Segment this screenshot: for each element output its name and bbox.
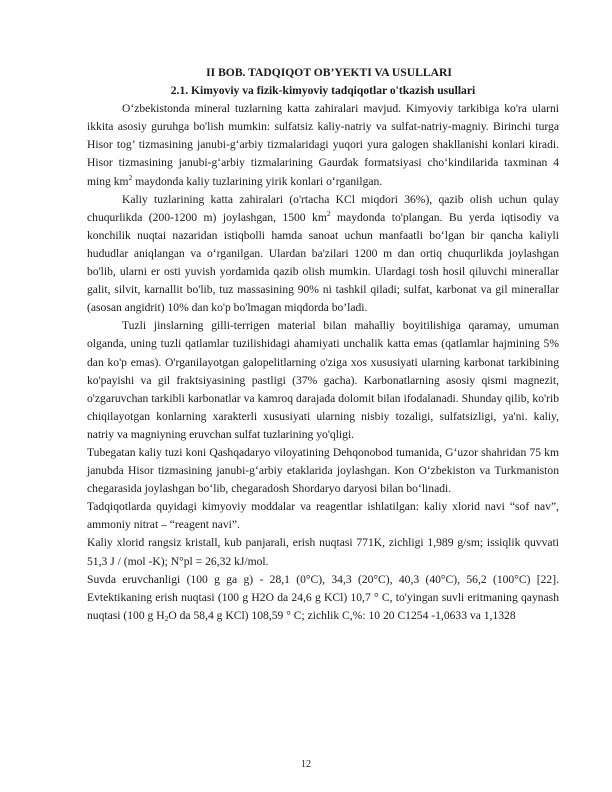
page-content [87,64,559,625]
paragraph-2-text-a: Kaliy tuzlarining katta zahiralari (o'rtacha KCl miqdori 36%), qazib olish uchun qulay chuqurlikda (200-1200 m) joylashgan, 1500 km [87,192,559,224]
chapter-heading: II BOB. TADQIQOT OB’YEKTI VA USULLARI [206,66,452,79]
page-number: 12 [301,759,311,770]
paragraph-6: Kaliy xlorid rangsiz kristall, kub panjarali, erish nuqtasi 771K, zichligi 1,989 g/sm; issiqlik quvvati 51,3 J / (mol -K); N°pl = 26,32 kJ/mol. [87,536,559,568]
paragraph-1-superscript: 2 [128,172,133,182]
paragraph-4: Tubegatan kaliy tuzi koni Qashqadaryo viloyatining Dehqonobod tumanida, G‘uzor shahridan 75 km janubda Hisor tizmasining janubi-g‘arbiy etaklarida joylashgan. Kon O‘zbekiston va Turkmaniston chegarasida joylashgan bo‘lib, chegaradosh Shordaryo daryosi bilan bo‘linadi. [87,445,559,496]
paragraph-1-text-a: O‘zbekistonda mineral tuzlarning katta zahiralari mavjud. Kimyoviy tarkibiga ko'ra ularni ikkita asosiy guruhga bo'lish mumkin: sulfatsiz kaliy-natriy va sulfat-natriy-magniy. Birinchi turga Hisor tog’ tizmasining janubi-g‘arbiy tizmalaridagi yuqori yura galogen shakllanishi konlari kiradi. Hisor tizmasining janubi-g‘arbiy tizmalarining Gaurdak formatsiyasi cho‘kindilarida taxminan 4 ming km [87,102,559,188]
paragraph-2-superscript: 2 [326,208,331,218]
paragraph-7-text-a: Suvda eruvchanligi (100 g ga g) - 28,1 (0°C), 34,3 (20°C), 40,3 (40°C), 56,2 (100°C) [22]. Evtektikaning erish nuqtasi (100 g H2O da 24,6 g KCl) 10,7 ° C, to'yingan suvli eritmaning qaynash nuqtasi (100 g H [87,572,559,622]
paragraph-1 [87,100,559,190]
paragraph-1-text-b: maydonda kaliy tuzlarining yirik konlari o‘rganilgan. [132,174,383,188]
paragraph-7-text-b: O da 58,4 g KCl) 108,59 ° C; zichlik C,%: 10 20 C1254 -1,0633 va 1,1328 [168,608,516,622]
paragraph-7 [87,571,559,625]
section-heading: 2.1. Kimyoviy va fizik-kimyoviy tadqiqotlar o'tkazish usullari [170,84,476,98]
paragraph-3: Tuzli jinslarning gilli-terrigen material bilan mahalliy boyitilishiga qaramay, umuman olganda, uning tuzli qatlamlar tuzilishidagi ahamiyati unchalik katta emas (qatlamlar hajmining 5% dan ko'p emas). O'rganilayotgan galopelitlarning o'ziga xos xususiyati ularning karbonat tarkibining ko'payishi va gil fraktsiyasining pastligi (37% gacha). Karbonatlarning asosiy qismi magnezit, o'zgaruvchan tarkibli karbonatlar va kamroq darajada dolomit bilan ifodalanadi. Shunday qilib, ko'rib chiqilayotgan konlarning xarakterli xususiyati ularning nisbiy tozaligi, sulfatsizligi, ya'ni. kaliy, natriy va magniyning eruvchan sulfat tuzlarining yo'qligi. [87,319,559,441]
paragraph-2 [87,191,559,318]
paragraph-5: Tadqiqotlarda quyidagi kimyoviy moddalar va reagentlar ishlatilgan: kaliy xlorid navi “sof nav”, ammoniy nitrat – “reagent navi”. [87,500,559,532]
paragraph-2-text-b: maydonda to'plangan. Bu yerda iqtisodiy va konchilik nuqtai nazaridan istiqbolli hamda sanoat uchun manfaatli bo‘lgan bir qancha kaliyli hududlar aniqlangan va o‘rganilgan. Ulardan ba'zilari 1200 m dan ortiq chuqurlikda joylashgan bo'lib, ularni er osti yuvish yordamida qazib olish mumkin. Ulardagi tosh hosil qiluvchi minerallar galit, silvit, karnallit bo'lib, tuz massasining 90% ni tashkil qiladi; sulfat, karbonat va gil minerallar (asosan angidrit) 10% dan ko'p bo'lmagan miqdorda bo’ladi. [87,210,559,315]
paragraph-7-subscript: 2 [164,613,169,623]
